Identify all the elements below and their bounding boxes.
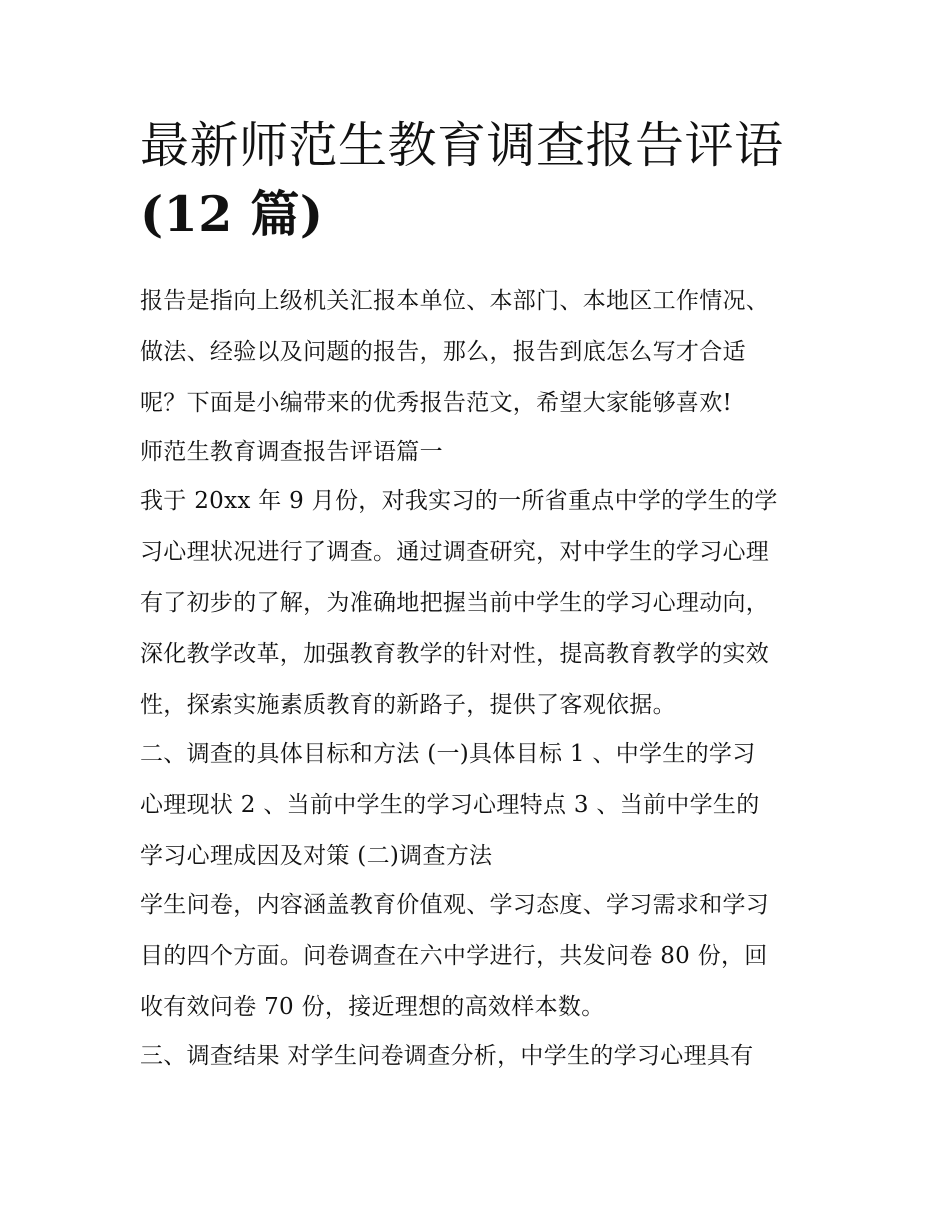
document-body (140, 280, 830, 1086)
paragraph-line: 性，探索实施素质教育的新路子，提供了客观依据。 (140, 692, 676, 718)
section-heading: 师范生教育调查报告评语篇一 (140, 439, 443, 465)
paragraph-line: 学习心理成因及对策 (二)调查方法 (140, 843, 493, 869)
paragraph-line: 心理现状 2 、当前中学生的学习心理特点 3 、当前中学生的 (140, 792, 760, 818)
paragraph-line: 报告是指向上级机关汇报本单位、本部门、本地区工作情况、 (140, 288, 770, 314)
paragraph-line: 收有效问卷 70 份，接近理想的高效样本数。 (140, 994, 605, 1020)
paragraph-line: 学生问卷，内容涵盖教育价值观、学习态度、学习需求和学习 (140, 892, 770, 918)
title-line-2: (12 篇) (140, 185, 324, 243)
document-title (140, 112, 820, 248)
paragraph-line: 深化教学改革，加强教育教学的针对性，提高教育教学的实效 (140, 641, 770, 667)
paragraph-line: 三、调查结果 对学生问卷调查分析，中学生的学习心理具有 (140, 1043, 754, 1069)
paragraph-line: 习心理状况进行了调查。通过调查研究，对中学生的学习心理 (140, 539, 770, 565)
paragraph-line: 二、调查的具体目标和方法 (一)具体目标 1 、中学生的学习 (140, 741, 756, 767)
paragraph-line: 呢？下面是小编带来的优秀报告范文，希望大家能够喜欢! (140, 390, 733, 416)
paragraph-line: 做法、经验以及问题的报告，那么，报告到底怎么写才合适 (140, 339, 746, 365)
paragraph-line: 我于 20xx 年 9 月份，对我实习的一所省重点中学的学生的学 (140, 488, 778, 514)
title-line-1: 最新师范生教育调查报告评语 (140, 117, 784, 174)
paragraph-line: 目的四个方面。问卷调查在六中学进行，共发问卷 80 份，回 (140, 943, 768, 969)
paragraph-line: 有了初步的了解，为准确地把握当前中学生的学习心理动向， (140, 590, 770, 616)
